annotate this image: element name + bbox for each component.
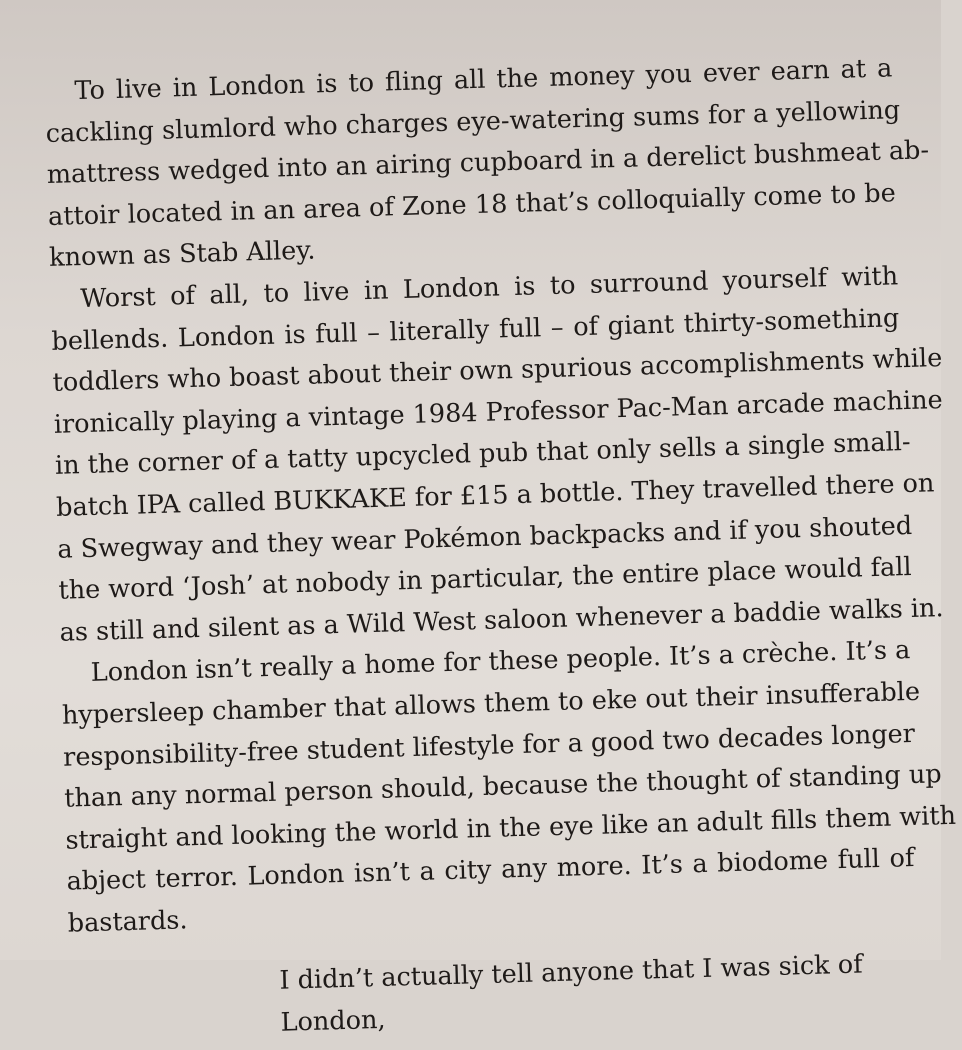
body-text [44, 48, 957, 1038]
text-line: cackling slumlord who charges eye-watering sums for a yellowing [45, 94, 901, 149]
paragraph-2 [50, 256, 944, 654]
text-line: batch IPA called BUKKAKE for £15 a bottle. They travelled there on [55, 468, 935, 523]
text-line: To live in London is to fling all the money you ever earn at a [74, 53, 893, 107]
text-line: than any normal person should, because the thought of standing up [63, 759, 943, 814]
text-line: Worst of all, to live in London is to surround yourself with [79, 261, 899, 315]
cut-off-text: I didn’t actually tell anyone that I was sick of London, [279, 949, 863, 1038]
text-line: ironically playing a vintage 1984 Professor Pac-Man arcade machine [53, 384, 944, 440]
text-line: a Swegway and they wear Pokémon backpacks and if you shouted [56, 510, 913, 565]
text-line: mattress wedged into an airing cupboard in a derelict bushmeat ab- [46, 135, 930, 191]
text-line: as still and silent as a Wild West saloon whenever a baddie walks in. [59, 592, 944, 648]
text-line: responsibility-free student lifestyle for a good two decades longer [62, 718, 916, 773]
text-line: attoir located in an area of Zone 18 that’s colloquially come to be [47, 178, 897, 232]
text-line: bellends. London is full – literally full – of giant thirty-something [51, 302, 900, 357]
text-line: bastards. [67, 905, 188, 939]
paragraph-1 [44, 48, 930, 280]
text-line: abject terror. London isn’t a city any more. It’s a biodome full of [66, 843, 915, 897]
text-line: toddlers who boast about their own spurious accomplishments while [52, 343, 943, 399]
paragraph-3 [60, 630, 957, 945]
text-line: the word ‘Josh’ at nobody in particular, the entire place would fall [58, 552, 913, 606]
text-line: straight and looking the world in the eye like an adult fills them with [65, 800, 957, 856]
text-line: London isn’t really a home for these people. It’s a crèche. It’s a [90, 635, 911, 689]
text-line: in the corner of a tatty upcycled pub that only sells a single small- [54, 427, 911, 482]
text-line: known as Stab Alley. [48, 235, 316, 274]
text-line: hypersleep chamber that allows them to eke out their insufferable [61, 676, 921, 731]
cut-off-line [69, 937, 917, 1038]
